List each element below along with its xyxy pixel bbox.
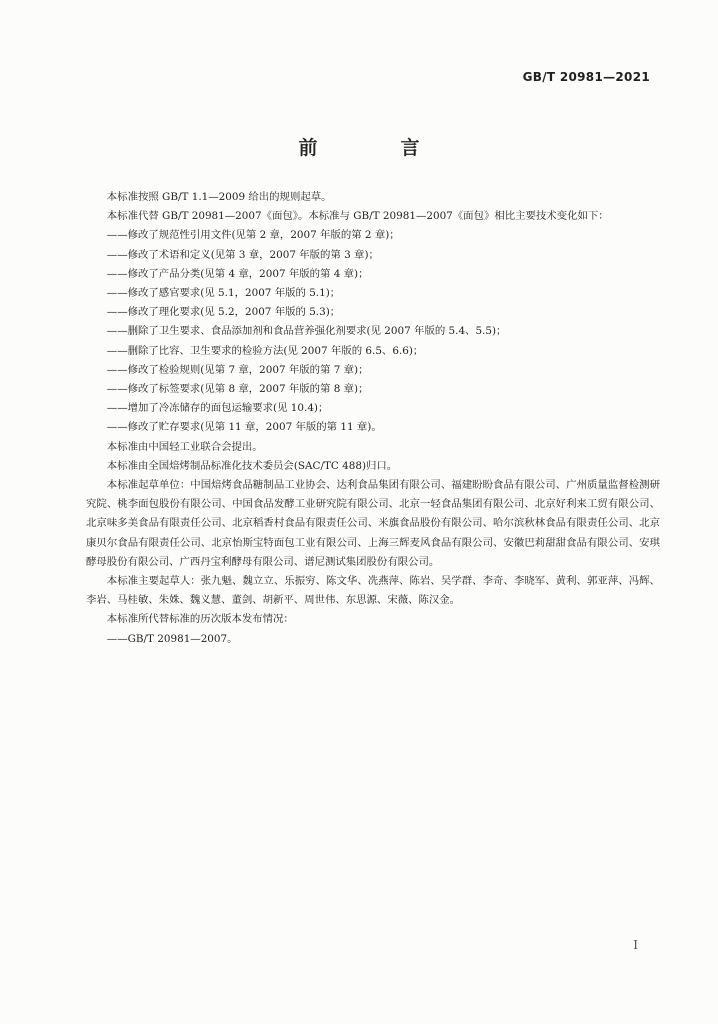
paragraph-replacement: 本标准代替 GB/T 20981—2007《面包》。本标准与 GB/T 20981—2007《面包》相比主要技术变化如下： xyxy=(106,210,609,223)
change-item: ——修改了标签要求(见第 8 章，2007 年版的第 8 章)； xyxy=(106,383,369,396)
change-item: ——修改了术语和定义(见第 3 章，2007 年版的第 3 章)； xyxy=(106,248,379,261)
change-item: ——修改了产品分类(见第 4 章，2007 年版的第 4 章)； xyxy=(106,267,369,280)
paragraph-drafting-rules: 本标准按照 GB/T 1.1—2009 给出的规则起草。 xyxy=(106,191,332,203)
change-item: ——修改了贮存要求(见第 11 章，2007 年版的第 11 章)。 xyxy=(106,421,382,434)
change-item: ——修改了规范性引用文件(见第 2 章，2007 年版的第 2 章)； xyxy=(106,229,400,242)
standard-code: GB/T 20981—2021 xyxy=(522,70,650,84)
change-item: ——修改了感官要求(见 5.1，2007 年版的 5.1)； xyxy=(106,287,341,300)
paragraph-history: 本标准所代替标准的历次版本发布情况： xyxy=(106,613,294,626)
history-item: ——GB/T 20981—2007。 xyxy=(106,632,238,645)
change-item: ——增加了冷冻储存的面包运输要求(见 10.4)； xyxy=(106,402,329,415)
change-item: ——修改了理化要求(见 5.2，2007 年版的 5.3)； xyxy=(106,306,341,319)
preface-body xyxy=(86,188,660,649)
page-title: 前 言 xyxy=(298,137,452,159)
page-number: I xyxy=(633,938,638,952)
paragraph-drafters: 本标准主要起草人：张九魁、魏立立、乐振穷、陈文华、冼燕萍、陈岩、吴学群、李奇、李晓军、黄利、郭亚萍、冯辉、李岩、马桂敏、朱姝、魏义慧、董剑、胡新平、周世伟、东思源、宋薇、陈汉金。 xyxy=(86,575,660,607)
change-item: ——删除了卫生要求、食品添加剂和食品营养强化剂要求(见 2007 年版的 5.4、5.5)； xyxy=(106,325,507,338)
paragraph-proposer: 本标准由中国轻工业联合会提出。 xyxy=(106,440,263,453)
change-item: ——删除了比容、卫生要求的检验方法(见 2007 年版的 6.5、6.6)； xyxy=(106,344,424,357)
change-item: ——修改了检验规则(见第 7 章，2007 年版的第 7 章)； xyxy=(106,363,369,376)
paragraph-committee: 本标准由全国焙烤制品标准化技术委员会(SAC/TC 488)归口。 xyxy=(106,459,398,472)
paragraph-drafting-units: 本标准起草单位：中国焙烤食品糖制品工业协会、达利食品集团有限公司、福建盼盼食品有限公司、广州质量监督检测研究院、桃李面包股份有限公司、中国食品发酵工业研究院有限公司、北京一轻食品集团有限公司、北京好利来工贸有限公司、北京味多美食品有限责任公司、北京稻香村食品有限责任公司、米旗食品股份有限公司、哈尔滨秋林食品有限责任公司、北京康贝尔食品有限责任公司、北京怡斯宝特面包工业有限公司、上海三辉麦风食品有限公司、安徽巴莉甜甜食品有限公司、安琪酵母股份有限公司、广西丹宝利酵母有限公司、谱尼测试集团股份有限公司。 xyxy=(86,479,660,568)
